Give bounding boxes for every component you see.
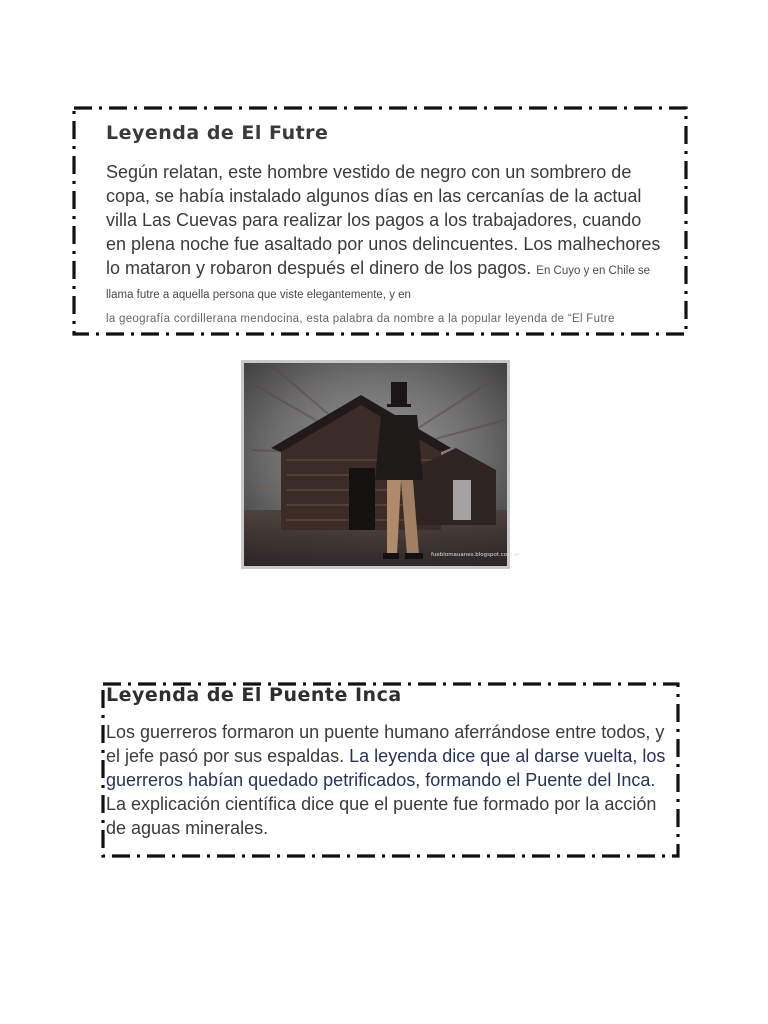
legend-futre-box [72,106,688,336]
puente-text-part3: . La explicación científica dice que el puente fue formado por la acción de aguas minerales. [106,770,657,838]
puente-text-part2: La leyenda dice que al darse vuelta, los guerreros habían quedado petrificados, formando el Puente del Inca [106,746,666,790]
legend-futre-text: Según relatan, este hombre vestido de negro con un sombrero de copa, se había instalado algunos días en las cercanías de la actual villa Las Cuevas para realizar los pagos a los trabajadores, cuando en plena noche fue asaltado por unos delincuentes. Los malhechores lo mataron y robaron después el dinero de los pagos. [106,162,661,278]
photo-watermark: fueblomauanes.blogspot.com.ar [431,552,520,558]
futre-note-line1: En Cuyo y en Chile se llama futre a aquella persona que viste elegantemente, y en [106,265,651,301]
legend-puente-body [106,720,666,840]
legend-puente-box [101,682,680,858]
legend-puente-title: Leyenda de El Puente Inca [106,684,402,706]
legend-futre-title: Leyenda de El Futre [106,122,329,144]
futre-illustration [241,360,520,569]
futre-note-line2: la geografía cordillerana mendocina, esta palabra da nombre a la popular leyenda de “El Futre [106,313,615,325]
futre-photo [241,360,520,569]
legend-futre-body [106,160,666,328]
puente-text-part1: Los guerreros formaron un puente humano aferrándose entre todos, y el jefe pasó por sus espaldas. [106,722,665,766]
